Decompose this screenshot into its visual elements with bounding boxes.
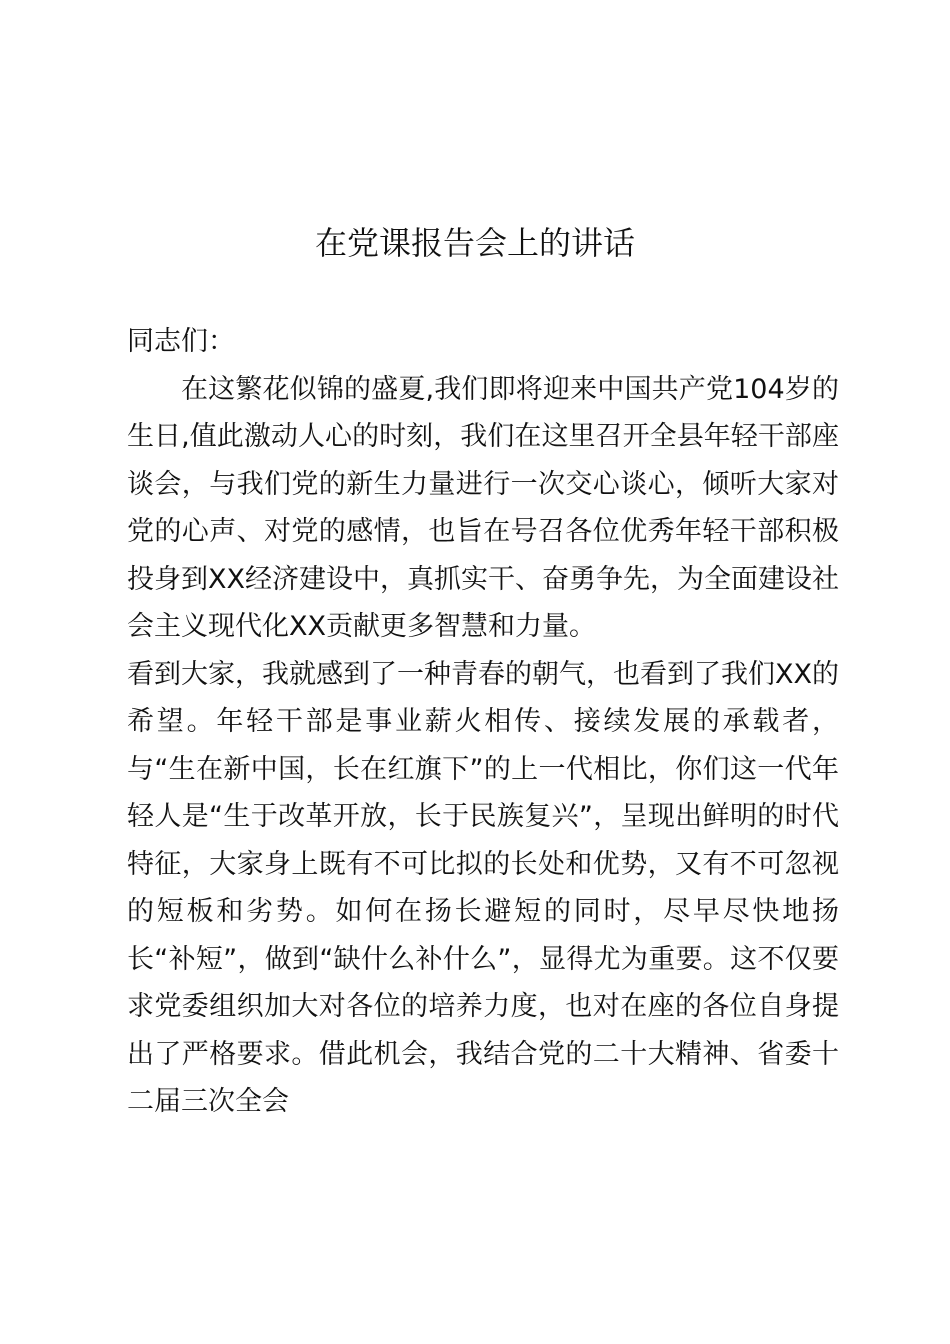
- paragraph-1: 在这繁花似锦的盛夏,我们即将迎来中国共产党104岁的生日,值此激动人心的时刻，我们在这里召开全县年轻干部座谈会，与我们党的新生力量进行一次交心谈心，倾听大家对党的心声、对党的感情，也旨在号召各位优秀年轻干部积极投身到XX经济建设中，真抓实干、奋勇争先，为全面建设社会主义现代化XX贡献更多智慧和力量。: [127, 373, 839, 642]
- salutation: 同志们：: [127, 326, 235, 357]
- document-title: 在党课报告会上的讲话: [314, 224, 635, 262]
- paragraph-2: 看到大家，我就感到了一种青春的朝气，也看到了我们XX的希望。年轻干部是事业薪火相传、接续发展的承载者，与“生在新中国，长在红旗下”的上一代相比，你们这一代年轻人是“生于改革开放，长于民族复兴”，呈现出鲜明的时代特征，大家身上既有不可比拟的长处和优势，又有不可忽视的短板和劣势。如何在扬长避短的同时，尽早尽快地扬长“补短”，做到“缺什么补什么”，显得尤为重要。这不仅要求党委组织加大对各位的培养力度，也对在座的各位自身提出了严格要求。借此机会，我结合党的二十大精神、省委十二届三次全会: [127, 658, 839, 1117]
- document-body: [127, 318, 839, 1126]
